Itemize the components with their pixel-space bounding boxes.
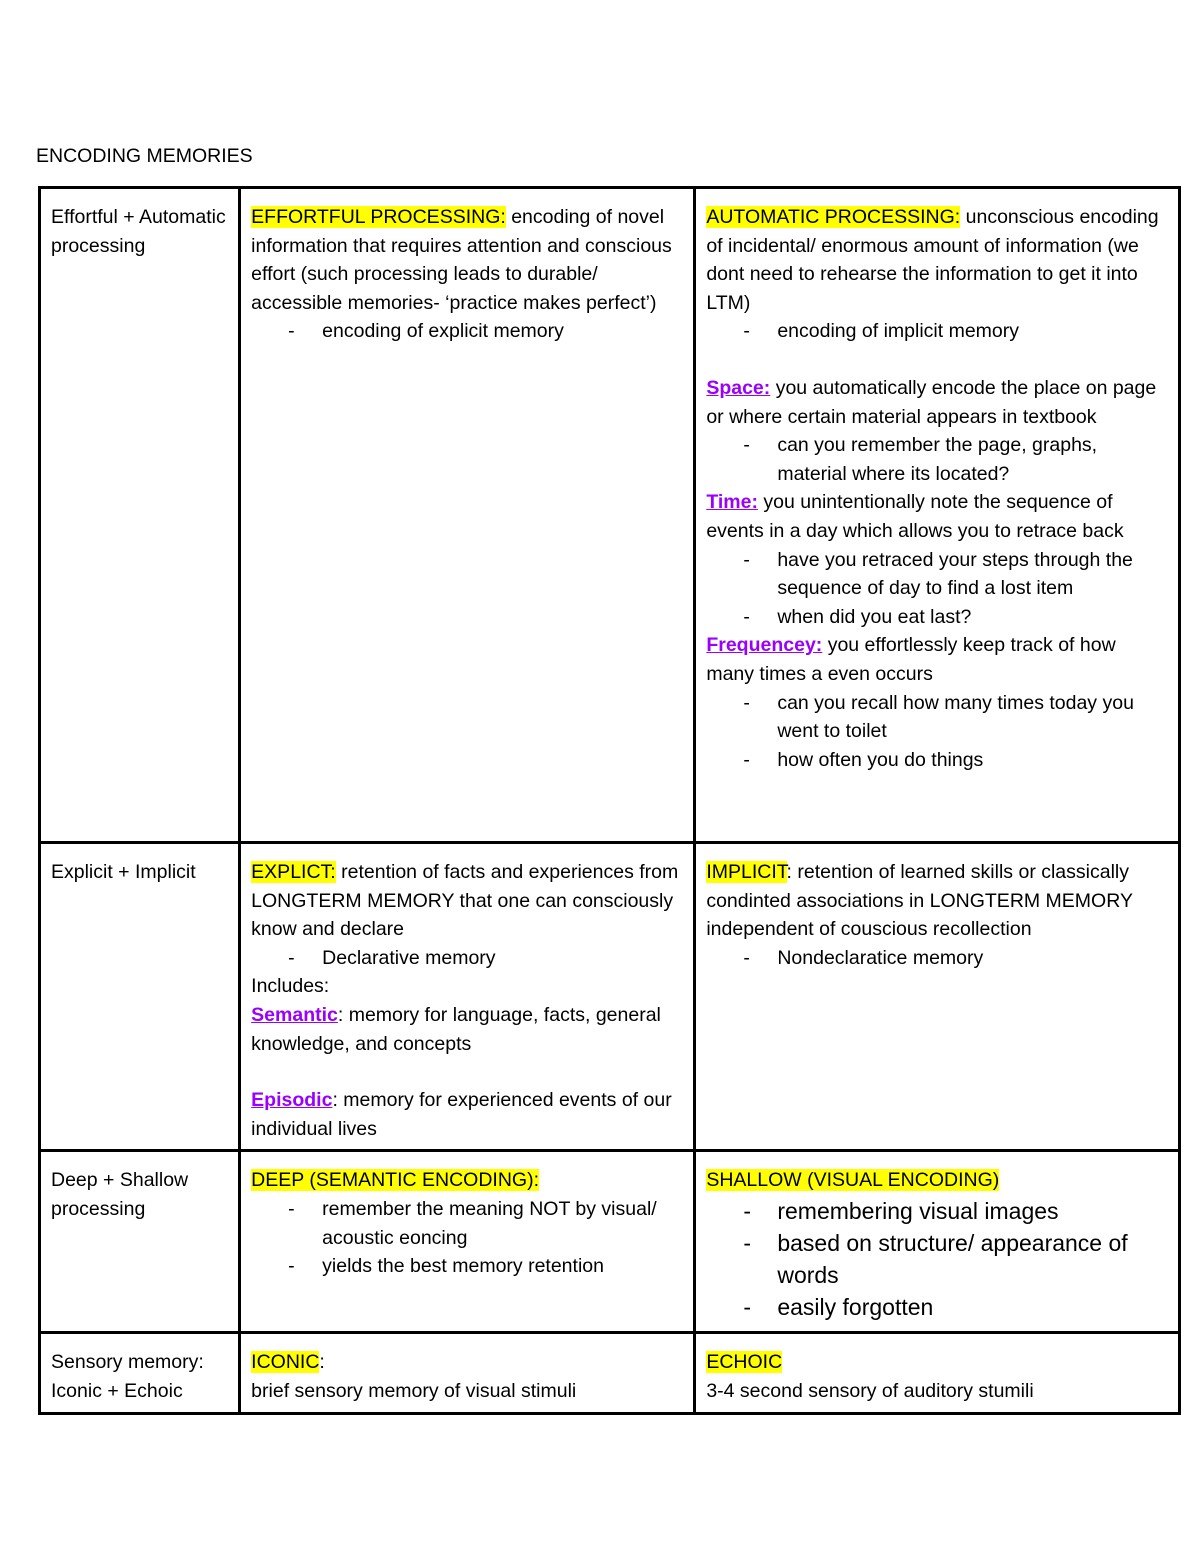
subterm-frequency: Frequencey: — [706, 634, 823, 657]
row-label: Effortful + Automatic processing — [51, 206, 226, 257]
right-cell — [695, 188, 1180, 843]
left-cell — [240, 843, 695, 1151]
table-row — [40, 1151, 1180, 1333]
term-highlight: IMPLICIT — [706, 861, 787, 883]
term-highlight: DEEP (SEMANTIC ENCODING): — [251, 1169, 540, 1192]
list-item: - Nondeclaratice memory — [743, 944, 1168, 973]
table-row — [40, 1333, 1180, 1413]
definition-text: : memory for language, facts, general knowledge, and concepts — [251, 1003, 661, 1055]
subterm-semantic: Semantic — [251, 1003, 338, 1026]
right-cell — [695, 1151, 1180, 1333]
bullet-list — [706, 431, 1168, 488]
list-item: - easily forgotten — [743, 1291, 1168, 1323]
right-cell — [695, 1333, 1180, 1413]
term-highlight: ECHOIC — [706, 1351, 783, 1374]
list-item: - have you retraced your steps through the sequence of day to find a lost item — [743, 546, 1168, 603]
row-label-cell — [40, 1151, 240, 1333]
list-item: - Declarative memory — [288, 944, 683, 973]
list-item: - encoding of implicit memory — [743, 317, 1168, 346]
left-cell — [240, 188, 695, 843]
bullet-list — [706, 944, 1168, 973]
list-item: - encoding of explicit memory — [288, 317, 683, 346]
bullet-list — [251, 317, 683, 346]
bullet-list — [706, 317, 1168, 346]
definition-text: you automatically encode the place on page or where certain material appears in textbook — [706, 376, 1157, 428]
bullet-list — [251, 1195, 683, 1281]
row-label-cell — [40, 843, 240, 1151]
list-item: - how often you do things — [743, 746, 1168, 775]
list-item: - remember the meaning NOT by visual/ acoustic eoncing — [288, 1195, 683, 1252]
subterm-episodic: Episodic — [251, 1089, 333, 1112]
row-label-cell — [40, 1333, 240, 1413]
definition-text: : retention of learned skills or classically condinted associations in LONGTERM MEMORY independent of couscious recollection — [706, 861, 1133, 941]
table-row — [40, 843, 1180, 1151]
definition-text: you unintentionally note the sequence of events in a day which allows you to retrace back — [706, 491, 1124, 542]
bullet-list — [251, 944, 683, 973]
term-highlight: ICONIC — [251, 1351, 320, 1374]
subterm-space: Space: — [706, 376, 771, 399]
definition-text: 3-4 second sensory of auditory stumili — [706, 1379, 1034, 1402]
list-item: - based on structure/ appearance of words — [743, 1227, 1168, 1291]
row-label: Sensory memory: Iconic + Echoic — [51, 1351, 204, 1402]
term-highlight: EXPLICT: — [251, 861, 336, 883]
definition-text: brief sensory memory of visual stimuli — [251, 1379, 577, 1402]
list-item: - can you remember the page, graphs, material where its located? — [743, 431, 1168, 488]
includes-label: Includes: — [251, 975, 330, 998]
term-suffix: : — [319, 1351, 325, 1374]
table-row — [40, 188, 1180, 843]
list-item: - when did you eat last? — [743, 603, 1168, 632]
term-highlight: AUTOMATIC PROCESSING: — [706, 206, 961, 228]
right-cell — [695, 843, 1180, 1151]
term-highlight: SHALLOW (VISUAL ENCODING) — [706, 1169, 1000, 1192]
list-item: - yields the best memory retention — [288, 1252, 683, 1281]
term-highlight: EFFORTFUL PROCESSING: — [251, 206, 506, 228]
definition-text: unconscious encoding of incidental/ enormous amount of information (we dont need to rehearse the information to get it into LTM) — [706, 206, 1159, 314]
definition-text: encoding of novel information that requires attention and conscious effort (such processing leads to durable/ accessible memories- ‘practice makes perfect’) — [251, 206, 672, 314]
bullet-list — [706, 689, 1168, 775]
bullet-list — [706, 546, 1168, 632]
row-label-cell — [40, 188, 240, 843]
list-item: - can you recall how many times today you went to toilet — [743, 689, 1168, 746]
row-label: Deep + Shallow processing — [51, 1169, 189, 1220]
definition-text: retention of facts and experiences from LONGTERM MEMORY that one can consciously know and declare — [251, 861, 679, 941]
bullet-list — [706, 1195, 1168, 1323]
subterm-time: Time: — [706, 491, 758, 514]
encoding-table — [38, 186, 1181, 1415]
left-cell — [240, 1151, 695, 1333]
list-item: - remembering visual images — [743, 1195, 1168, 1227]
row-label: Explicit + Implicit — [51, 861, 196, 883]
left-cell — [240, 1333, 695, 1413]
page-title: ENCODING MEMORIES — [36, 145, 253, 167]
definition-text: you effortlessly keep track of how many times a even occurs — [706, 634, 1116, 685]
definition-text: : memory for experienced events of our individual lives — [251, 1089, 672, 1140]
